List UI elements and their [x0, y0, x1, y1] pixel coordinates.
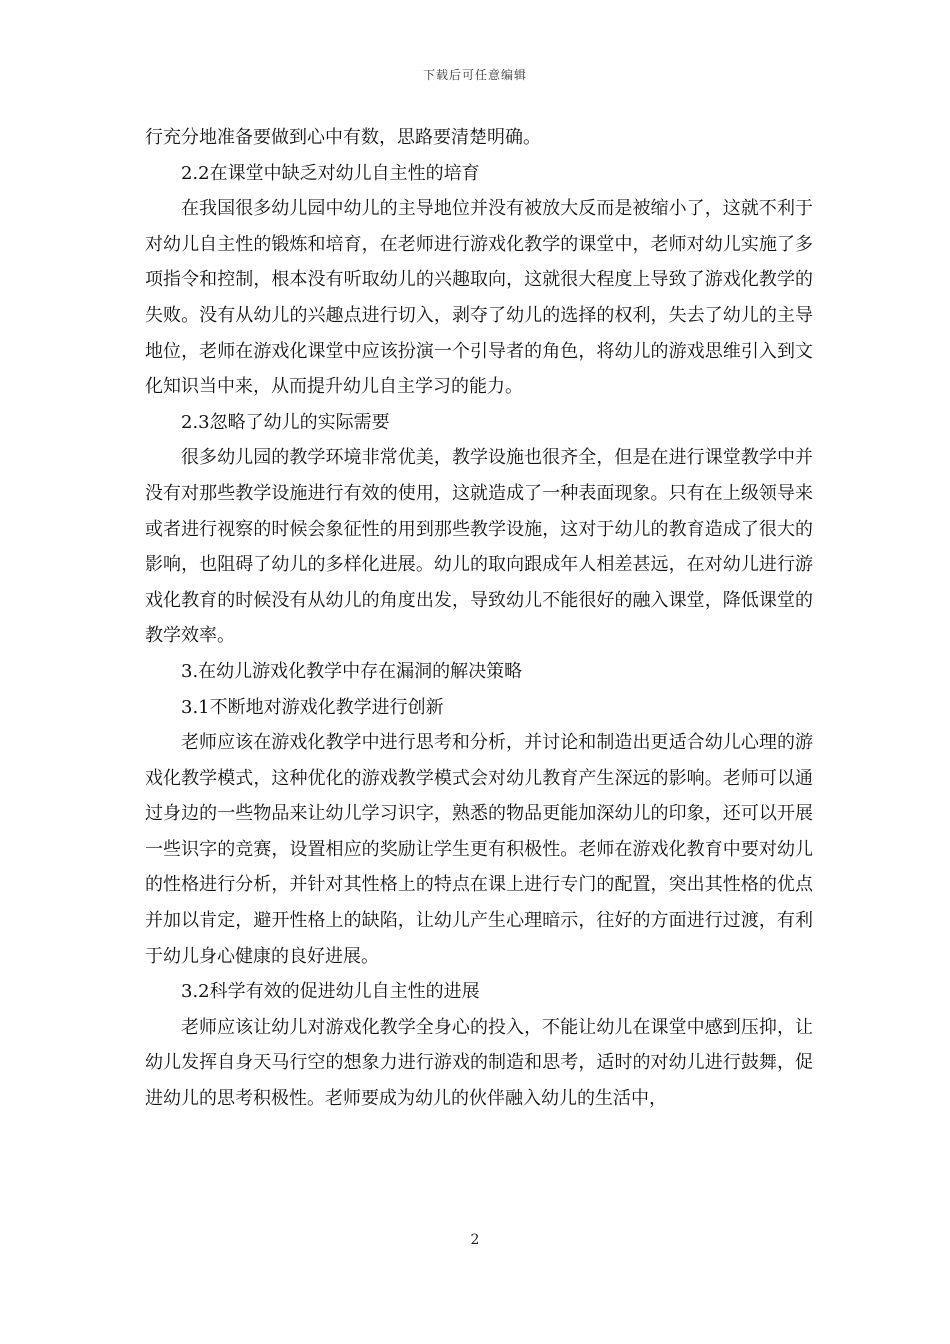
- paragraph: 老师应该让幼儿对游戏化教学全身心的投入，不能让幼儿在课堂中感到压抑，让幼儿发挥自身天马行空的想象力进行游戏的制造和思考，适时的对幼儿进行鼓舞，促进幼儿的思考积极性。老师要成为幼儿的伙伴融入幼儿的生活中，: [145, 1016, 813, 1110]
- paragraph: 在我国很多幼儿园中幼儿的主导地位并没有被放大反而是被缩小了，这就不利于对幼儿自主性的锻炼和培育，在老师进行游戏化教学的课堂中，老师对幼儿实施了多项指令和控制，根本没有听取幼儿的兴趣取向，这就很大程度上导致了游戏化教学的失败。没有从幼儿的兴趣点进行切入，剥夺了幼儿的选择的权利，失去了幼儿的主导地位，老师在游戏化课堂中应该扮演一个引导者的角色，将幼儿的游戏思维引入到文化知识当中来，从而提升幼儿自主学习的能力。: [145, 198, 813, 398]
- section-heading-2-2: 2.2在课堂中缺乏对幼儿自主性的培育: [181, 162, 480, 184]
- paragraph: 老师应该在游戏化教学中进行思考和分析，并讨论和制造出更适合幼儿心理的游戏化教学模式，这种优化的游戏教学模式会对幼儿教育产生深远的影响。老师可以通过身边的一些物品来让幼儿学习识字，熟悉的物品更能加深幼儿的印象，还可以开展一些识字的竞赛，设置相应的奖励让学生更有积极性。老师在游戏化教育中要对幼儿的性格进行分析，并针对其性格上的特点在课上进行专门的配置，突出其性格的优点并加以肯定，避开性格上的缺陷，让幼儿产生心理暗示，往好的方面进行过渡，有利于幼儿身心健康的良好进展。: [145, 732, 813, 967]
- section-heading-3-2: 3.2科学有效的促进幼儿自主性的进展: [181, 981, 480, 1003]
- section-heading-3-1: 3.1不断地对游戏化教学进行创新: [181, 696, 444, 718]
- page-header: 下载后可任意编辑: [422, 68, 527, 82]
- document-body: [145, 120, 813, 1117]
- section-heading-3: 3.在幼儿游戏化教学中存在漏洞的解决策略: [181, 660, 523, 682]
- section-heading-2-3: 2.3忽略了幼儿的实际需要: [181, 411, 390, 433]
- paragraph-continuation: 行充分地准备要做到心中有数，思路要清楚明确。: [145, 127, 541, 148]
- page-number: 2: [470, 1232, 480, 1248]
- paragraph: 很多幼儿园的教学环境非常优美，教学设施也很齐全，但是在进行课堂教学中并没有对那些教学设施进行有效的使用，这就造成了一种表面现象。只有在上级领导来或者进行视察的时候会象征性的用到那些教学设施，这对于幼儿的教育造成了很大的影响，也阻碍了幼儿的多样化进展。幼儿的取向跟成年人相差甚远，在对幼儿进行游戏化教育的时候没有从幼儿的角度出发，导致幼儿不能很好的融入课堂，降低课堂的教学效率。: [145, 447, 813, 647]
